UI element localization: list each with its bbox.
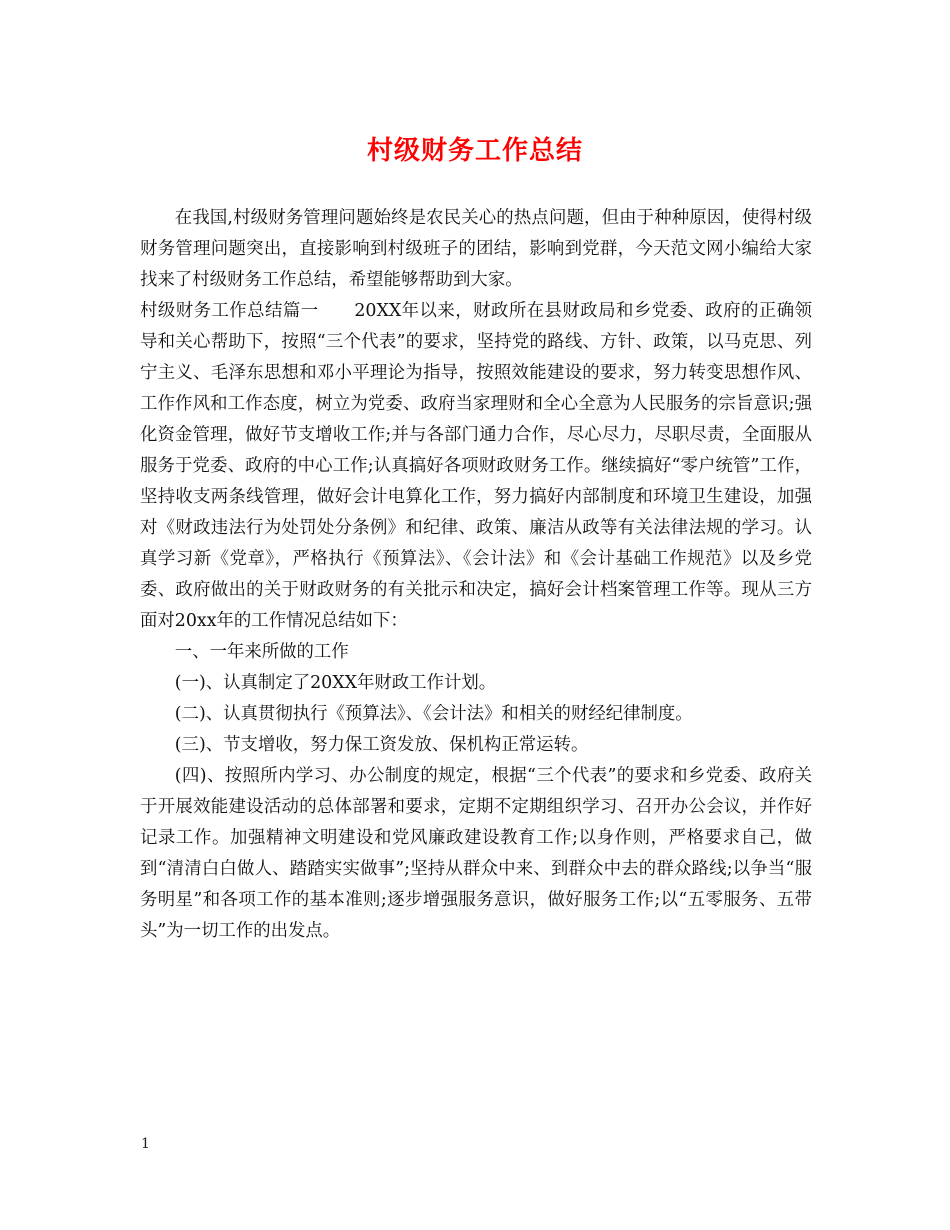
item-three: (三)、节支增收，努力保工资发放、保机构正常运转。: [174, 735, 589, 755]
item-two: (二)、认真贯彻执行《预算法》、《会计法》和相关的财经纪律制度。: [174, 704, 693, 724]
item-four: (四)、按照所内学习、办公制度的规定，根据“三个代表”的要求和乡党委、政府关于开展效能建设活动的总体部署和要求，定期不定期组织学习、召开办公会议，并作好记录工作。加强精神文明建设和党风廉政建设教育工作;以身作则，严格要求自己，做到“清清白白做人、踏踏实实做事”;坚持从群众中来、到群众中去的群众路线;以争当“服务明星”和各项工作的基本准则;逐步增强服务意识，做好服务工作;以“五零服务、五带头”为一切工作的出发点。: [140, 766, 812, 941]
item-one: (一)、认真制定了20XX年财政工作计划。: [174, 673, 497, 693]
intro-paragraph: 在我国,村级财务管理问题始终是农民关心的热点问题，但由于种种原因，使得村级财务管理问题突出，直接影响到村级班子的团结，影响到党群，今天范文网小编给大家找来了村级财务工作总结，希望能够帮助到大家。: [140, 208, 812, 290]
document-title: 村级财务工作总结: [366, 136, 583, 166]
section-one-paragraph: 村级财务工作总结篇一 20XX年以来，财政所在县财政局和乡党委、政府的正确领导和关心帮助下，按照“三个代表”的要求，坚持党的路线、方针、政策，以马克思、列宁主义、毛泽东思想和邓小平理论为指导，按照效能建设的要求，努力转变思想作风、工作作风和工作态度，树立为党委、政府当家理财和全心全意为人民服务的宗旨意识;强化资金管理，做好节支增收工作;并与各部门通力合作，尽心尽力，尽职尽责，全面服从服务于党委、政府的中心工作;认真搞好各项财政财务工作。继续搞好“零户统管”工作，坚持收支两条线管理，做好会计电算化工作，努力搞好内部制度和环境卫生建设，加强对《财政违法行为处罚处分条例》和纪律、政策、廉洁从政等有关法律法规的学习。认真学习新《党章》，严格执行《预算法》、《会计法》和《会计基础工作规范》以及乡党委、政府做出的关于财政财务的有关批示和决定，搞好会计档案管理工作等。现从三方面对20xx年的工作情况总结如下：: [140, 301, 812, 631]
heading-work-done: 一、一年来所做的工作: [174, 642, 349, 662]
page-number: 1: [141, 1136, 150, 1152]
document-body: [140, 203, 812, 947]
